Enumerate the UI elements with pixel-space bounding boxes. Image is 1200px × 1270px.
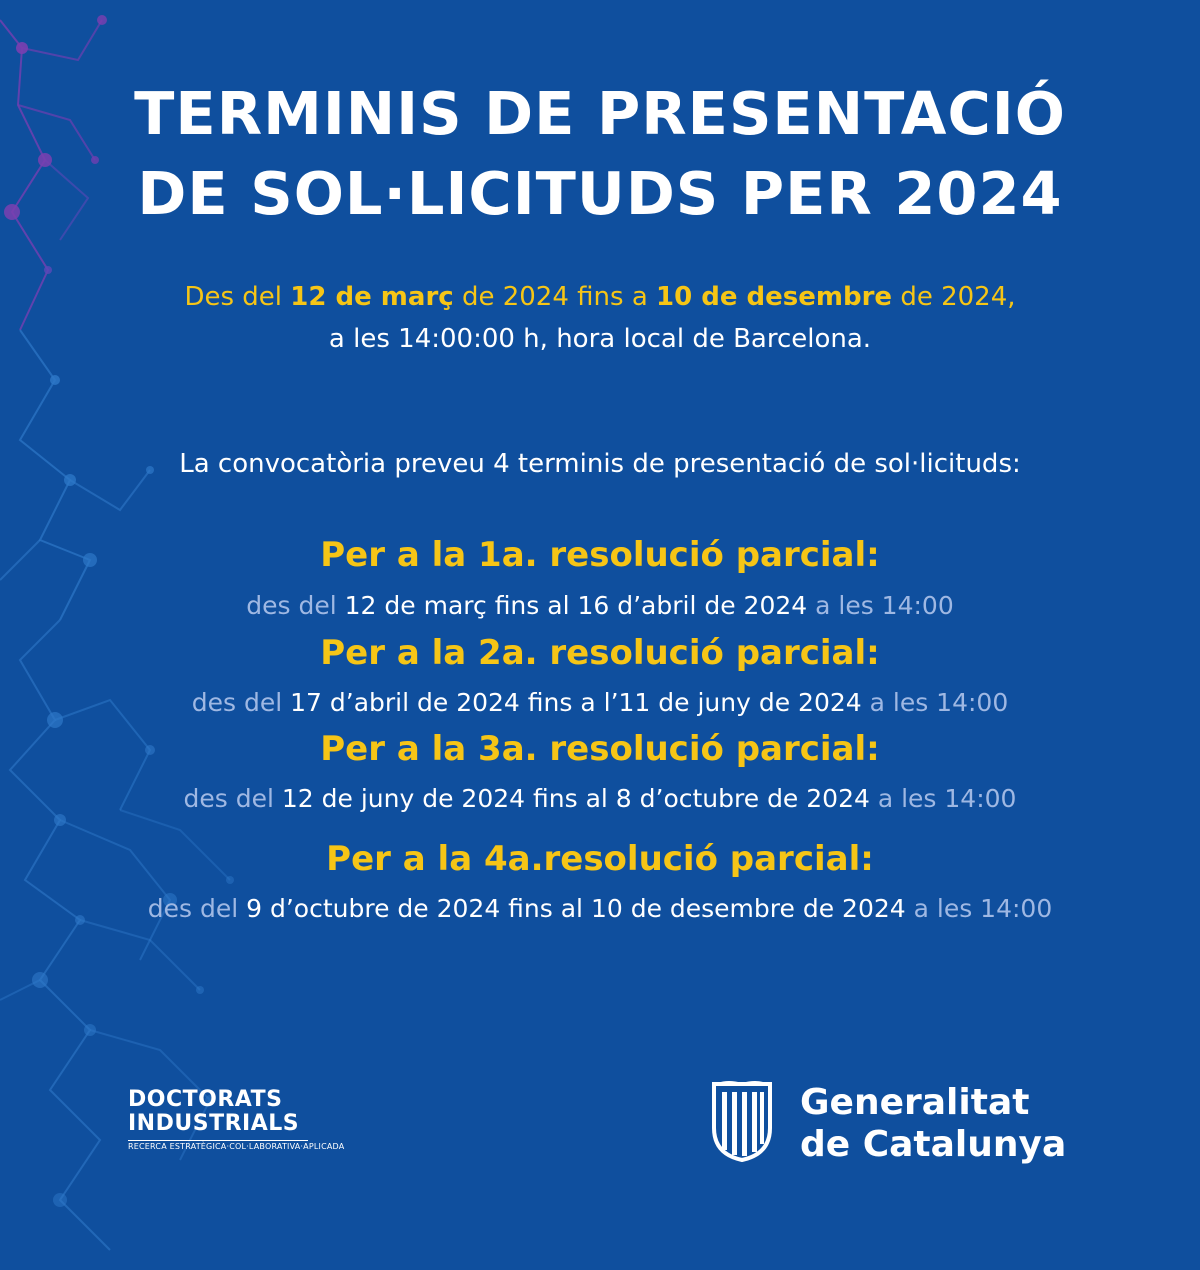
deadline-2-range bbox=[0, 686, 1200, 720]
intro-text: La convocatòria preveu 4 terminis de presentació de sol·licituds: bbox=[179, 449, 1021, 479]
title-line-2: DE SOL·LICITUDS PER 2024 bbox=[137, 159, 1063, 228]
senyera-emblem-icon bbox=[708, 1080, 776, 1164]
deadline-4-prefix: des del bbox=[147, 894, 247, 923]
deadline-2-suffix: a les 14:00 bbox=[861, 688, 1009, 717]
period-time: a les 14:00:00 h, hora local de Barcelona. bbox=[328, 324, 872, 354]
deadline-3-range bbox=[0, 782, 1200, 816]
generalitat-logo bbox=[708, 1080, 1068, 1170]
period-text-1: Des del bbox=[184, 282, 291, 312]
period-start-date: 12 de març bbox=[290, 282, 454, 312]
deadline-3-heading: Per a la 3a. resolució parcial: bbox=[320, 729, 880, 769]
deadline-3-suffix: a les 14:00 bbox=[869, 784, 1017, 813]
application-period bbox=[0, 276, 1200, 360]
deadline-2-prefix: des del bbox=[191, 688, 291, 717]
period-text-2: de 2024 fins a bbox=[453, 282, 657, 312]
deadline-3-dates: 12 de juny de 2024 fins al 8 d’octubre de 2024 bbox=[281, 784, 870, 813]
deadline-4-suffix: a les 14:00 bbox=[905, 894, 1053, 923]
deadline-4-range bbox=[0, 892, 1200, 926]
generalitat-name bbox=[800, 1082, 1066, 1166]
deadline-4-heading: Per a la 4a.resolució parcial: bbox=[326, 839, 874, 879]
generalitat-line-1: Generalitat bbox=[800, 1082, 1030, 1123]
period-text-3: de 2024, bbox=[892, 282, 1016, 312]
doctorats-logo-line-1: DOCTORATS bbox=[128, 1087, 283, 1112]
doctorats-industrials-logo bbox=[128, 1087, 345, 1153]
deadline-2-dates: 17 d’abril de 2024 fins a l’11 de juny de 2024 bbox=[290, 688, 862, 717]
deadline-1-prefix: des del bbox=[246, 591, 345, 620]
doctorats-logo-tagline: RECERCA ESTRATÈGICA·COL·LABORATIVA·APLICADA bbox=[128, 1142, 345, 1151]
deadline-1-dates: 12 de març fins al 16 d’abril de 2024 bbox=[344, 591, 808, 620]
deadline-1-range bbox=[0, 589, 1200, 623]
deadline-1-suffix: a les 14:00 bbox=[807, 591, 954, 620]
deadline-4-dates: 9 d’octubre de 2024 fins al 10 de desembre de 2024 bbox=[246, 894, 906, 923]
page-title bbox=[0, 74, 1200, 234]
deadline-3-prefix: des del bbox=[183, 784, 282, 813]
generalitat-line-2: de Catalunya bbox=[800, 1124, 1067, 1165]
period-dates bbox=[0, 276, 1200, 318]
doctorats-logo-line-2: INDUSTRIALS bbox=[128, 1111, 300, 1136]
deadline-1-heading: Per a la 1a. resolució parcial: bbox=[320, 535, 880, 575]
deadline-2-heading: Per a la 2a. resolució parcial: bbox=[320, 633, 880, 673]
title-line-1: TERMINIS DE PRESENTACIÓ bbox=[134, 79, 1066, 148]
period-end-date: 10 de desembre bbox=[656, 282, 893, 312]
